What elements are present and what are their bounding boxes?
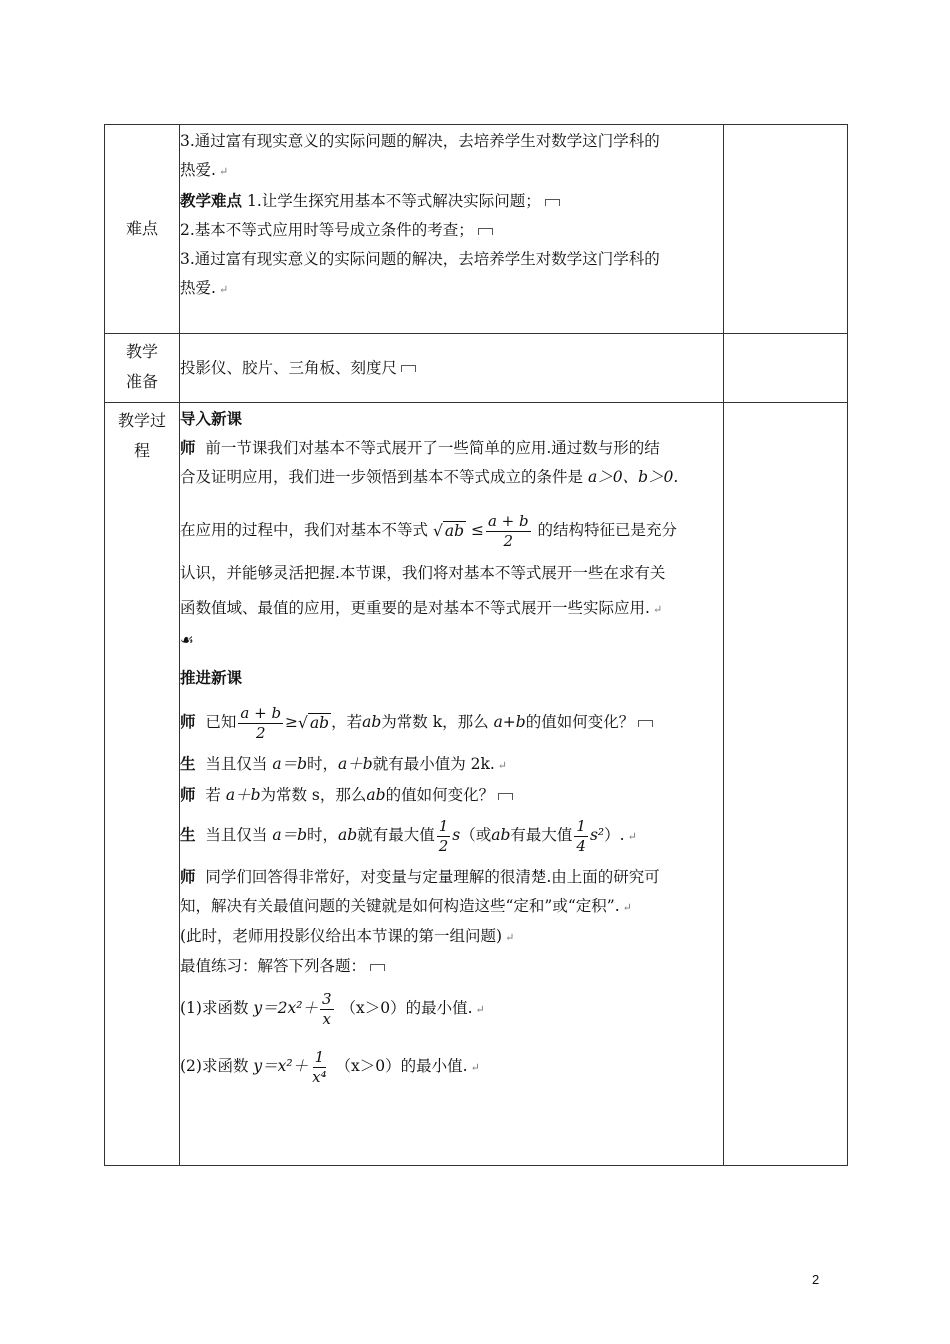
formula-line: 师 已知 $\frac{a + b}{2}$ ≥√ ab ，若ab为常数 k，那么 a+b的值如何变化？ — [180, 700, 723, 745]
notes-cell — [724, 334, 848, 403]
text-line: 热爱. ↵ — [180, 161, 229, 179]
fraction: $\frac{1}{4}$ — [576, 816, 586, 855]
text-line: 最值练习：解答下列各题： — [180, 952, 723, 981]
text-line: 师 前一节课我们对基本不等式展开了一些简单的应用.通过数与形的结 — [180, 438, 660, 457]
text-line: 3.通过富有现实意义的实际问题的解决，去培养学生对数学这门学科的 — [180, 132, 660, 150]
line-break-icon — [638, 720, 653, 727]
label-difficulty — [105, 125, 180, 334]
section-heading: 导入新课 — [180, 409, 243, 428]
text-line: 3.通过富有现实意义的实际问题的解决，去培养学生对数学这门学科的 — [180, 250, 660, 268]
paragraph-mark-icon: ↵ — [470, 1061, 480, 1074]
sqrt-ab: √ ab — [432, 522, 465, 540]
line-break-icon — [498, 793, 513, 800]
text-line: (此时，老师用投影仪给出本节课的第一组问题) ↵ — [180, 927, 515, 945]
row-prep — [105, 334, 848, 403]
text-line: 2.基本不等式应用时等号成立条件的考查； — [180, 216, 723, 245]
paragraph-mark-icon: ↵ — [218, 283, 229, 296]
text-line: 生 当且仅当 a＝b时，a＋b就有最小值为 2k. ↵ — [180, 754, 508, 773]
text-line: 函数值域、最值的应用，更重要的是对基本不等式展开一些实际应用. ↵ — [180, 599, 663, 617]
content-process — [180, 403, 724, 1166]
label-process: 教学过 程 — [105, 403, 180, 1166]
line-break-icon — [401, 365, 416, 372]
fraction: $\frac{a + b}{2}$ — [487, 511, 529, 550]
paragraph-mark-icon: ↵ — [218, 165, 229, 178]
formula-line: (1)求函数 y＝2x²＋ $\frac{3}{x}$ （x＞0）的最小值. ↵ — [180, 989, 485, 1028]
paragraph-mark-icon: ↵ — [627, 830, 637, 843]
paragraph-mark-icon: ↵ — [475, 1003, 485, 1016]
text-line: 认识，并能够灵活把握.本节课，我们将对基本不等式展开一些在求有关 — [180, 564, 666, 582]
text-line: 师 同学们回答得非常好，对变量与定量理解的很清楚.由上面的研究可 — [180, 867, 660, 886]
formula-line: 生 当且仅当 a＝b时，ab就有最大值 $\frac{1}{2}$ s（或ab有最大值 $\frac{1}{4}$ s²）. ↵ — [180, 816, 637, 855]
page-number: 2 — [812, 1272, 820, 1287]
fraction: $\frac{a + b}{2}$ — [240, 703, 282, 742]
row-process — [105, 403, 848, 1166]
paragraph-mark-icon: ↵ — [497, 759, 508, 772]
paragraph-mark-icon: ↵ — [505, 931, 515, 944]
mark-icon: ☙ — [180, 631, 194, 649]
text-line: 教学难点 1.让学生探究用基本不等式解决实际问题； — [180, 186, 723, 216]
notes-cell — [724, 125, 848, 334]
paragraph-mark-icon: ↵ — [622, 901, 632, 914]
difficulty-heading: 教学难点 — [180, 191, 243, 210]
formula-line: (2)求函数 y＝x²＋ $\frac{1}{\text{x⁴}}$ （x＞0）的最小值. ↵ — [180, 1047, 480, 1086]
text-line: 合及证明应用，我们进一步领悟到基本不等式成立的条件是 a＞0、b＞0. — [180, 468, 679, 486]
line-break-icon — [478, 228, 493, 235]
label-prep: 教学 准备 — [105, 334, 180, 403]
lesson-plan-table — [104, 124, 848, 1166]
paragraph-mark-icon: ↵ — [652, 603, 663, 616]
text-line: 师 若 a＋b为常数 s，那么ab的值如何变化？ — [180, 780, 723, 810]
fraction: $\frac{1}{2}$ — [438, 816, 449, 855]
content-prep — [180, 334, 724, 403]
row-difficulty — [105, 125, 848, 334]
text-line: 知，解决有关最值问题的关键就是如何构造这些“定和”或“定积”. ↵ — [180, 897, 632, 915]
fraction: $\frac{3}{x}$ — [321, 989, 332, 1028]
text-line: 投影仪、胶片、三角板、刻度尺 — [180, 354, 723, 383]
formula-line: 在应用的过程中，我们对基本不等式 √ ab ≤ $\frac{a + b}{2}$ 的结构特征已是充分 — [180, 508, 723, 553]
section-heading: 推进新课 — [180, 668, 243, 687]
sqrt-ab: √ ab — [298, 714, 330, 732]
notes-cell — [724, 403, 848, 1166]
fraction: $\frac{1}{\text{x⁴}}$ — [312, 1047, 327, 1086]
line-break-icon — [545, 199, 560, 206]
text-line: 热爱. ↵ — [180, 279, 229, 297]
label-difficulty-text: 难点 — [125, 219, 158, 238]
line-break-icon — [370, 964, 385, 971]
content-difficulty — [180, 125, 724, 334]
